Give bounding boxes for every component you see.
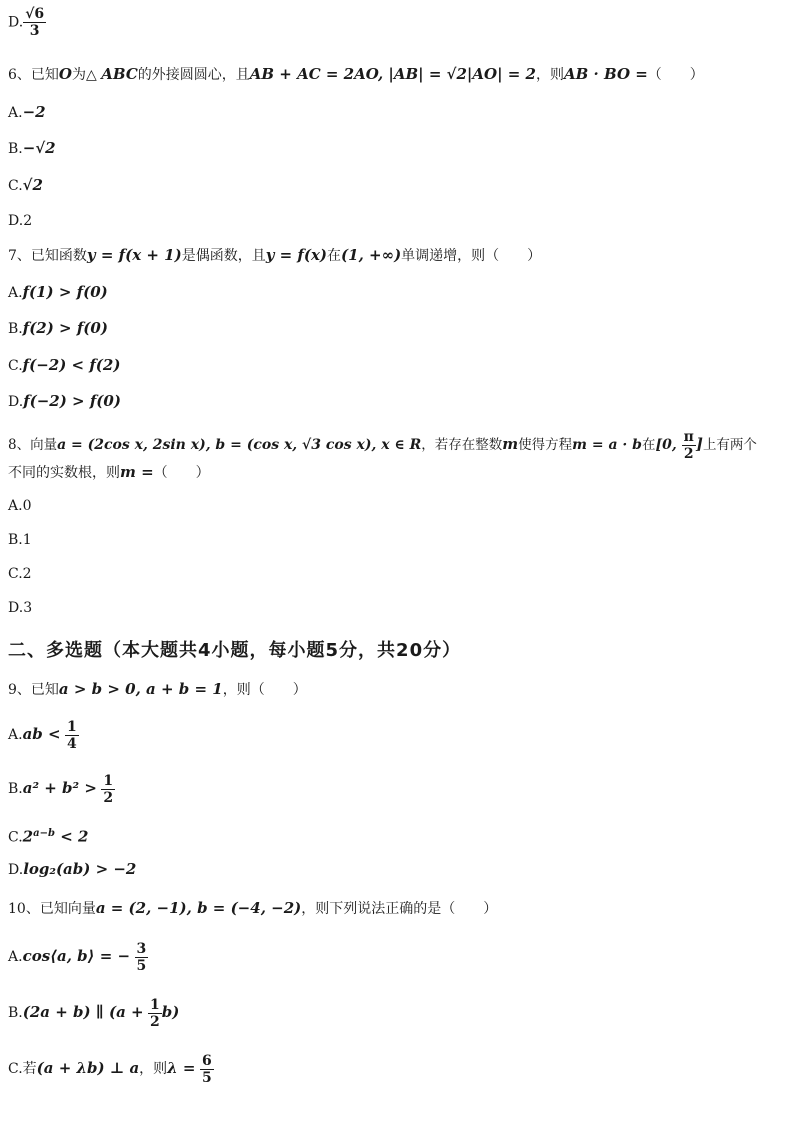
fraction: $\frac{√6}{3}$	[25, 6, 45, 39]
question-8-line2: 不同的实数根，则m =（ ）	[8, 463, 210, 481]
option-b: B.−√2	[8, 139, 56, 157]
option-b: B.f(2) > f(0)	[8, 319, 108, 337]
fraction: $\frac{1}{2}$	[103, 772, 114, 806]
question-7: 7、已知函数y = f(x + 1)是偶函数，且y = f(x)在(1, +∞)单调递增，则（ ）	[8, 246, 542, 264]
fraction: $\frac{\pi}{2}$	[683, 429, 694, 462]
section-heading: 二、多选题（本大题共4小题，每小题5分，共20分）	[8, 640, 462, 661]
option-label: D.	[8, 14, 24, 31]
vector-condition: AB + AC = 2AO, |AB| = √2|AO| = 2	[249, 65, 536, 83]
option-c: $C.2^{a-b} < 2$	[8, 827, 89, 846]
option-a: A.−2	[8, 103, 46, 121]
fraction: $\frac{1}{4}$	[67, 718, 77, 752]
question-9: 9、已知a > b > 0, a + b = 1，则（ ）	[8, 680, 307, 698]
option-c: C.√2	[8, 176, 43, 194]
option-c: C.若(a + λb) ⊥ a，则λ = $\frac{6}{5}$	[8, 1052, 212, 1086]
question-10: 10、已知向量a = (2, −1), b = (−4, −2)，则下列说法正确的是（ ）	[8, 899, 498, 917]
option-d: D.log₂(ab) > −2	[8, 860, 137, 878]
fraction: $\frac{1}{2}$	[150, 996, 160, 1030]
option-b: B.(2a + b) ∥ (a + $\frac{1}{2}$ b)	[8, 996, 180, 1030]
option-b: B.1	[8, 532, 32, 548]
question-6: 6、已知O为△ ABC的外接圆圆心，且AB + AC = 2AO, |AB| = √2|AO| = 2，则AB · BO =（ ）	[8, 65, 704, 83]
option-a: A.0	[8, 498, 32, 514]
option-c: C.2	[8, 566, 32, 582]
question-8: 8、向量a = (2cos x, 2sin x), b = (cos x, √3 cos x), x ∈ R，若存在整数m使得方程m = a · b在[0, $\frac{\pi}{2}$ ]上有两个	[8, 429, 757, 462]
option-d: D.3	[8, 600, 33, 616]
option-d: D.f(−2) > f(0)	[8, 392, 121, 410]
option-b: B.a² + b² > $\frac{1}{2}$	[8, 772, 114, 806]
option-c: C.f(−2) < f(2)	[8, 356, 121, 374]
fraction: $\frac{6}{5}$	[201, 1052, 212, 1086]
option-a: A.cos⟨a, b⟩ = − $\frac{3}{5}$	[8, 940, 147, 974]
fraction: $\frac{3}{5}$	[136, 940, 147, 974]
option-d-prev	[8, 6, 46, 39]
option-a: A.ab < $\frac{1}{4}$	[8, 718, 77, 752]
option-a: A.f(1) > f(0)	[8, 283, 108, 301]
option-d: D.2	[8, 213, 33, 229]
